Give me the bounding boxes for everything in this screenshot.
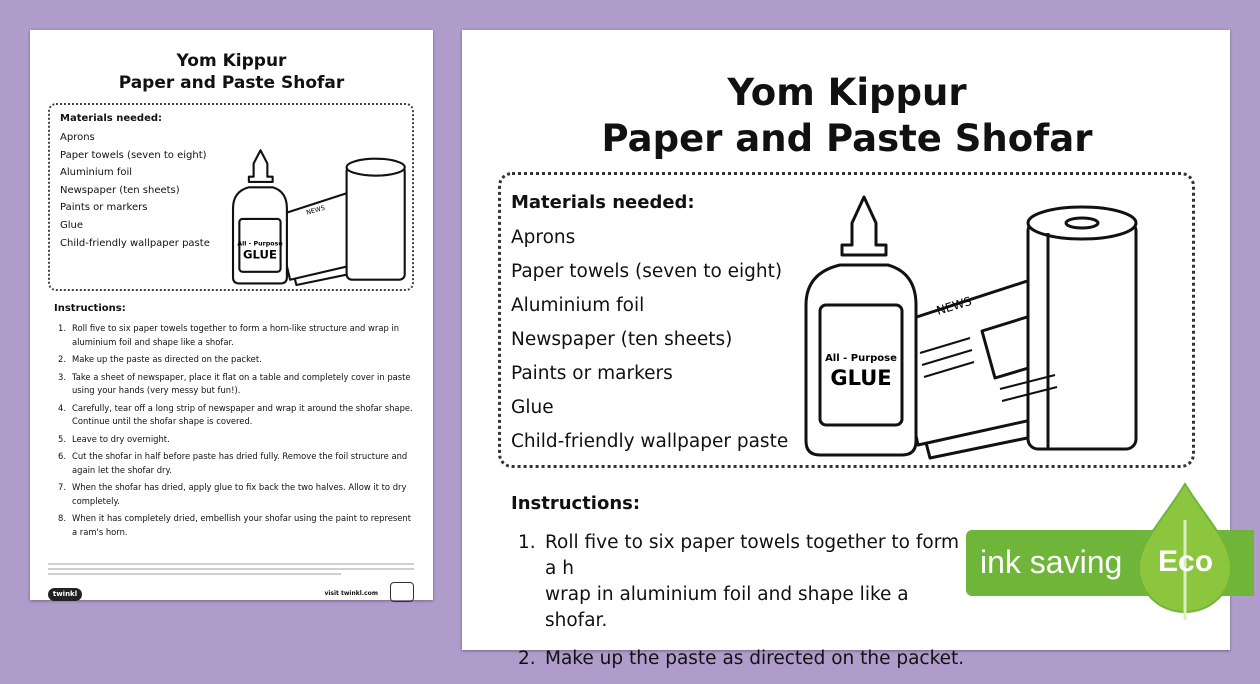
list-item: 1. Roll five to six paper towels together to form a h wrap in aluminium foil and shape like a shofar. xyxy=(518,532,959,631)
material-item: Aluminium foil xyxy=(511,295,645,316)
list-item: 8. When it has completely dried, embellish your shofar using the paint to represent a ram's horn. xyxy=(58,513,411,537)
list-item: 6. Cut the shofar in half before paste has dried fully. Remove the foil structure and again let the shofar dry. xyxy=(58,451,408,475)
thumbnail-materials-heading: Materials needed: xyxy=(60,113,163,124)
thumbnail-title-line2: Paper and Paste Shofar xyxy=(118,73,345,93)
thumbnail-instructions-heading: Instructions: xyxy=(54,303,126,314)
eco-word: Eco xyxy=(1158,545,1214,578)
thumbnail-title xyxy=(30,50,433,94)
material-item: Child-friendly wallpaper paste xyxy=(511,431,789,452)
materials-illustration xyxy=(226,145,426,285)
thumbnail-material-item: Aprons xyxy=(60,132,95,143)
material-item: Paints or markers xyxy=(511,363,673,384)
material-item: Newspaper (ten sheets) xyxy=(511,329,733,350)
thumbnail-material-item: Aluminium foil xyxy=(60,167,133,179)
page-title-line1: Yom Kippur xyxy=(727,71,967,114)
list-item: 5. Leave to dry overnight. xyxy=(58,433,170,444)
glue-label-small: All - Purpose xyxy=(237,240,283,248)
eco-badge-text: ink saving xyxy=(980,544,1123,580)
instructions-heading: Instructions: xyxy=(511,493,641,514)
material-item: Aprons xyxy=(511,227,576,248)
materials-heading: Materials needed: xyxy=(511,192,695,213)
thumbnail-steps xyxy=(54,322,416,543)
glue-label-big: GLUE xyxy=(830,366,892,390)
thumbnail-materials-box xyxy=(48,103,414,291)
thumbnail-material-item: Glue xyxy=(60,219,84,231)
page-title-line2: Paper and Paste Shofar xyxy=(601,117,1093,160)
glue-label-small: All - Purpose xyxy=(825,353,897,364)
twinkl-logo: twinkl xyxy=(48,588,82,601)
thumbnail-footer xyxy=(48,588,414,602)
thumbnail-material-item: Child-friendly wallpaper paste xyxy=(60,237,210,249)
list-item: 4. Carefully, tear off a long strip of newspaper and wrap it around the shofar shape. Continue until the shofar shape is covered. xyxy=(58,402,413,426)
thumbnail-material-item: Paints or markers xyxy=(60,202,148,214)
footer-url: visit twinkl.com xyxy=(324,590,378,597)
footer-badge-icon xyxy=(390,582,414,602)
list-item: 2. Make up the paste as directed on the packet. xyxy=(58,354,262,364)
material-item: Glue xyxy=(511,397,554,418)
page-title xyxy=(462,70,1232,162)
materials-illustration-large xyxy=(800,193,1172,458)
glue-label-big: GLUE xyxy=(243,247,277,262)
thumbnail-material-item: Paper towels (seven to eight) xyxy=(60,149,207,161)
list-item: 1. Roll five to six paper towels together to form a horn-like structure and wrap in aluminium foil and shape like a shofar. xyxy=(58,323,400,347)
thumbnail-title-line1: Yom Kippur xyxy=(176,51,287,71)
newspaper-label: NEWS xyxy=(305,204,326,217)
list-item: 3. Take a sheet of newspaper, place it flat on a table and completely cover in paste using your hands (very messy but fun!). xyxy=(58,371,411,395)
newspaper-label: NEWS xyxy=(934,293,974,318)
list-item: 7. When the shofar has dried, apply glue to fix back the two halves. Allow it to dry completely. xyxy=(58,482,407,506)
material-item: Paper towels (seven to eight) xyxy=(511,261,783,282)
worksheet-thumbnail[interactable] xyxy=(30,30,433,600)
disclaimer-text-block xyxy=(48,563,414,583)
materials-list xyxy=(511,221,788,459)
list-item: 2. Make up the paste as directed on the packet. xyxy=(518,648,965,669)
thumbnail-material-item: Newspaper (ten sheets) xyxy=(60,184,180,196)
